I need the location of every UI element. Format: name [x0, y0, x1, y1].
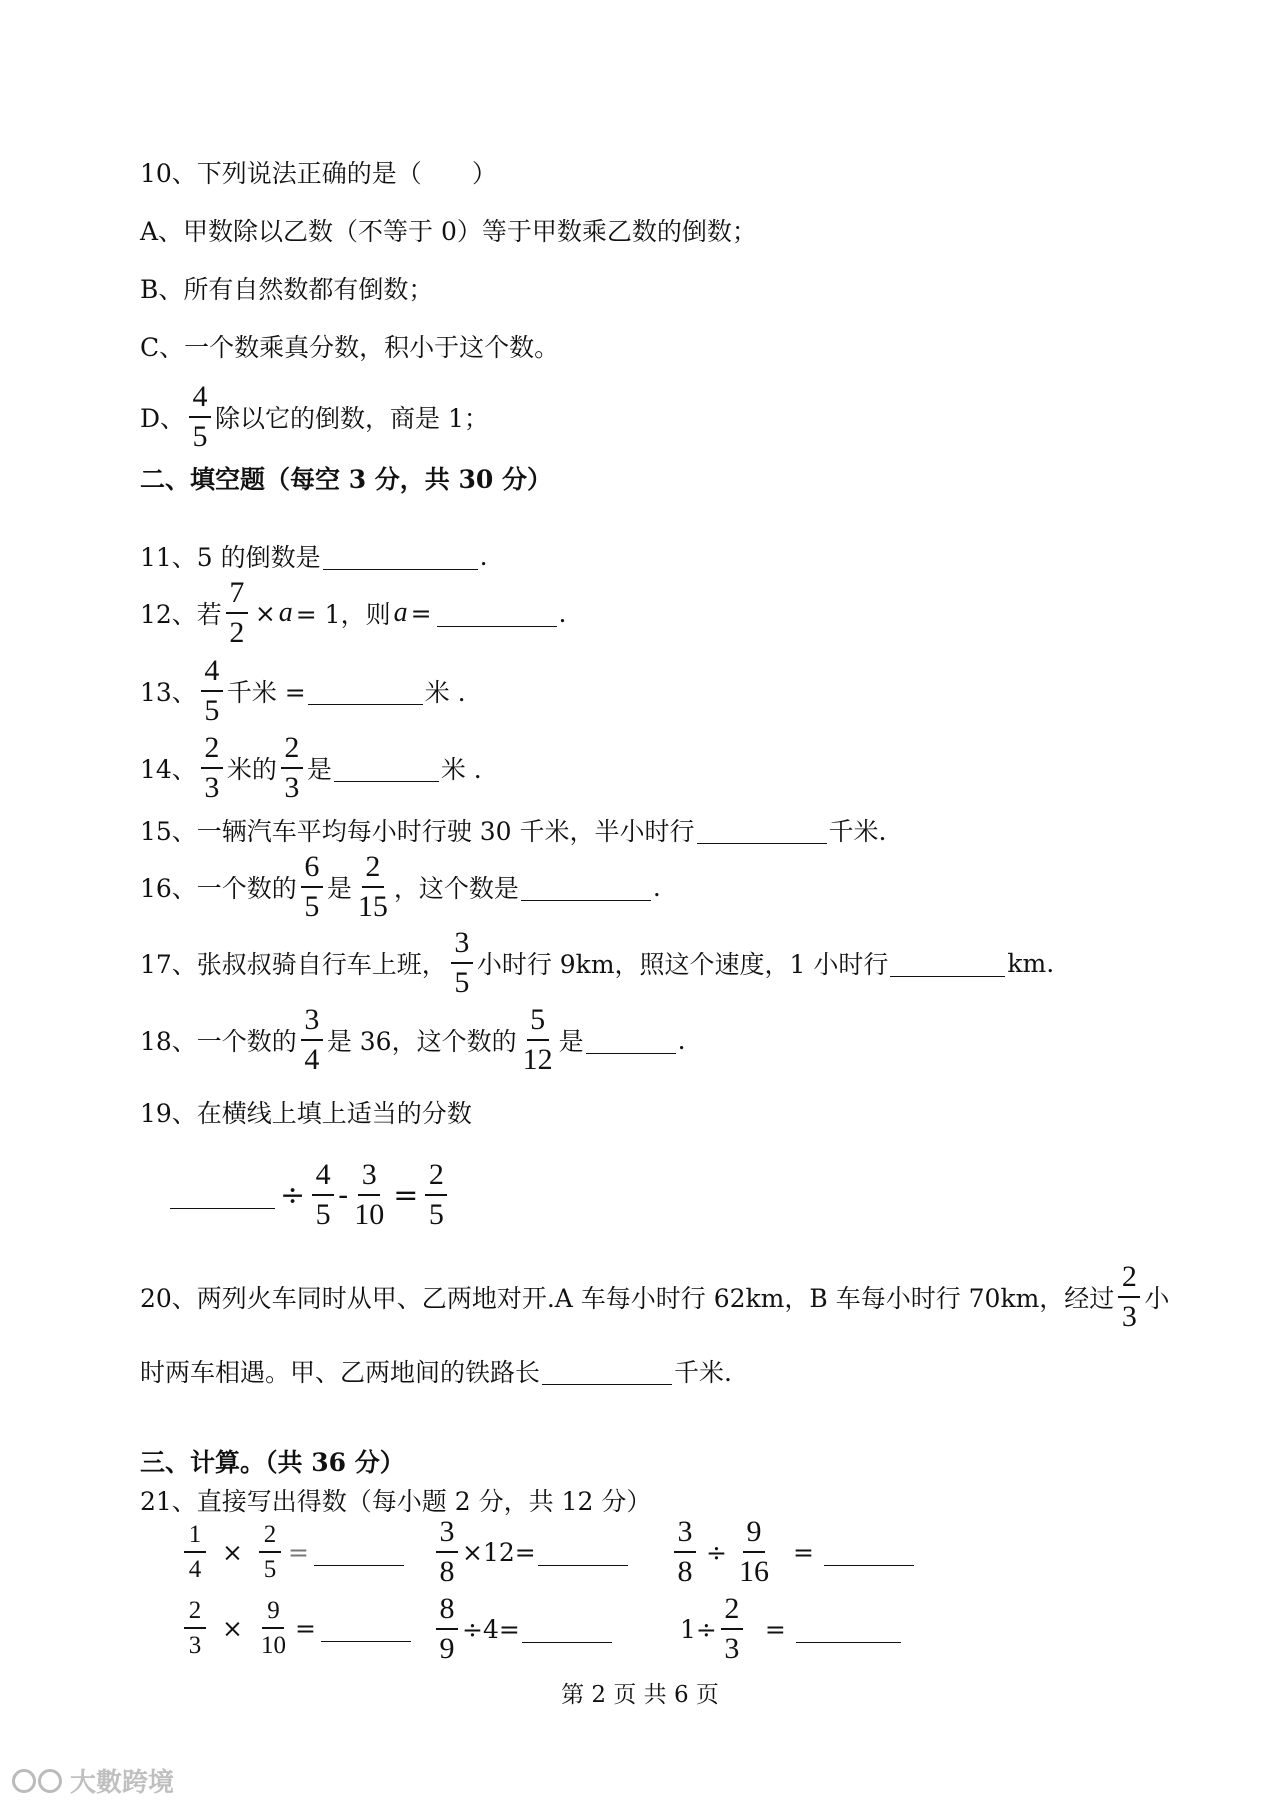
answer-blank[interactable] — [697, 817, 827, 844]
answer-blank[interactable] — [334, 755, 439, 782]
answer-blank[interactable] — [522, 1616, 612, 1643]
answer-blank[interactable] — [890, 950, 1005, 977]
answer-blank[interactable] — [586, 1027, 676, 1054]
fraction: $\frac{3}{4}$ — [301, 1005, 323, 1075]
q10-stem: 10、下列说法正确的是（ ） — [140, 159, 497, 188]
fraction: $\frac{4}{5}$ — [201, 656, 223, 726]
fraction: $\frac{3}{8}$ — [674, 1517, 696, 1587]
fraction: $\frac{5}{12}$ — [522, 1003, 553, 1076]
answer-blank[interactable] — [538, 1539, 628, 1566]
fraction: $\frac{2}{5}$ — [259, 1522, 281, 1582]
answer-blank[interactable] — [321, 1615, 411, 1642]
answer-blank[interactable] — [323, 543, 478, 570]
answer-blank[interactable] — [308, 678, 423, 705]
q21-stem: 21、直接写出得数（每小题 2 分，共 12 分） — [140, 1487, 652, 1516]
fraction: $\frac{2}{15}$ — [357, 850, 388, 923]
q16: 16、一个数的 $\frac{6}{5}$ 是 $\frac{2}{15}$ ，这个数是 . — [140, 850, 661, 923]
fraction: $\frac{2}{5}$ — [425, 1160, 447, 1230]
q10-option-d: D、 $\frac{4}{5}$ 除以它的倒数，商是 1； — [140, 380, 489, 453]
watermark: 大數跨境 — [12, 1762, 174, 1799]
q11: 11、5 的倒数是 . — [140, 541, 488, 572]
q10-option-b: B、所有自然数都有倒数； — [140, 275, 434, 304]
fraction: $\frac{1}{4}$ — [184, 1522, 206, 1582]
watermark-logo-icon — [12, 1769, 64, 1793]
fraction: $\frac{4}{5}$ — [189, 382, 211, 452]
fraction: $\frac{6}{5}$ — [301, 852, 323, 922]
q17: 17、张叔叔骑自行车上班， $\frac{3}{5}$ 小时行 9km，照这个速度，1 小时行 km. — [140, 926, 1055, 999]
q21-r2-c: 1÷ $\frac{2}{3}$ = — [680, 1594, 903, 1664]
q21-r2-b: $\frac{8}{9}$ ÷4= — [432, 1594, 614, 1664]
answer-blank[interactable] — [314, 1539, 404, 1566]
answer-blank[interactable] — [170, 1182, 275, 1209]
fraction: $\frac{9}{10}$ — [260, 1597, 286, 1659]
fraction: $\frac{2}{3}$ — [281, 733, 303, 803]
fraction: $\frac{3}{5}$ — [451, 928, 473, 998]
section-2-title: 二、填空题（每空 3 分，共 30 分） — [140, 465, 553, 494]
fraction: $\frac{2}{3}$ — [1118, 1262, 1140, 1332]
fraction: $\frac{2}{3}$ — [721, 1594, 743, 1664]
fraction: $\frac{4}{5}$ — [312, 1160, 334, 1230]
fraction: $\frac{3}{10}$ — [354, 1158, 385, 1231]
q14: 14、 $\frac{2}{3}$ 米的 $\frac{2}{3}$ 是 米 . — [140, 731, 482, 804]
q21-r1-c: $\frac{3}{8}$ ÷ $\frac{9}{16}$ = — [670, 1517, 916, 1587]
q19-stem: 19、在横线上填上适当的分数 — [140, 1099, 472, 1128]
q21-r2-a: $\frac{2}{3}$ × $\frac{9}{10}$ = — [180, 1598, 413, 1658]
answer-blank[interactable] — [521, 874, 651, 901]
answer-blank[interactable] — [437, 600, 557, 627]
answer-blank[interactable] — [796, 1616, 901, 1643]
q18: 18、一个数的 $\frac{3}{4}$ 是 36，这个数的 $\frac{5}{12}$ 是 . — [140, 1003, 686, 1076]
fraction: $\frac{3}{8}$ — [436, 1517, 458, 1587]
answer-blank[interactable] — [542, 1358, 672, 1385]
section-3-title: 三、计算。（共 36 分） — [140, 1448, 405, 1477]
fraction: $\frac{2}{3}$ — [201, 733, 223, 803]
page-number: 第 2 页 共 6 页 — [561, 1682, 719, 1708]
q19-equation: ÷ $\frac{4}{5}$ - $\frac{3}{10}$ = $\frac{2}{5}$ — [168, 1160, 451, 1230]
q21-r1-b: $\frac{3}{8}$ ×12= — [432, 1517, 630, 1587]
fraction: $\frac{2}{3}$ — [184, 1598, 206, 1658]
q10-option-c: C、一个数乘真分数，积小于这个数。 — [140, 333, 560, 362]
fraction: $\frac{8}{9}$ — [436, 1594, 458, 1664]
q13: 13、 $\frac{4}{5}$ 千米 = 米 . — [140, 654, 466, 727]
q20-line1: 20、两列火车同时从甲、乙两地对开.A 车每小时行 62km，B 车每小时行 70km，经过 $\frac{2}{3}$ 小 — [140, 1260, 1170, 1333]
q21-r1-a: $\frac{1}{4}$ × $\frac{2}{5}$ = — [180, 1522, 406, 1582]
q10-option-a: A、甲数除以乙数（不等于 0）等于甲数乘乙数的倒数； — [140, 217, 757, 246]
q15: 15、一辆汽车平均每小时行驶 30 千米，半小时行 千米. — [140, 817, 887, 846]
q20-line2: 时两车相遇。甲、乙两地间的铁路长 千米. — [140, 1358, 732, 1387]
answer-blank[interactable] — [824, 1539, 914, 1566]
fraction: $\frac{9}{16}$ — [738, 1515, 769, 1588]
q12: 12、若 $\frac{7}{2}$ × a = 1，则 a = . — [140, 576, 567, 649]
fraction: $\frac{7}{2}$ — [226, 578, 248, 648]
